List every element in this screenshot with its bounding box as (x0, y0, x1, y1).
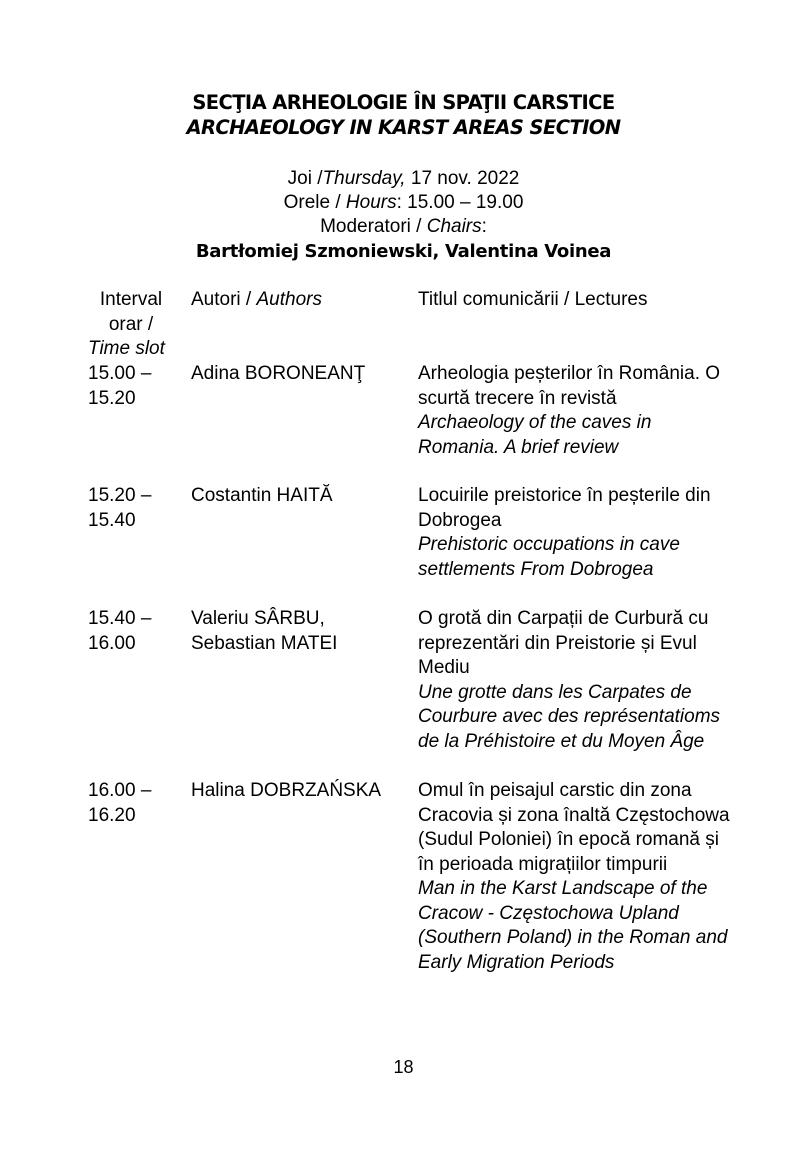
session-hours: Orele / Hours: 15.00 – 19.00 (283, 192, 524, 213)
lecture-title: Locuirile preistorice în peșterile din Dobrogea Prehistoric occupations in cave settlements From Dobrogea (418, 485, 711, 580)
lecture-title: Omul în peisajul carstic din zona Cracovia și zona înaltă Częstochowa (Sudul Poloniei) în epocă romană și în perioada migrațiilor timpurii Man in the Karst Landscape of the Cracow - Częstochowa Upland (Southern Poland) in the Roman and Early Migration Periods (418, 780, 730, 973)
lecture-title: O grotă din Carpații de Curbură cu reprezentări din Preistorie și Evul Mediu Une grotte dans les Carpates de Courbure avec des représentatioms de la Préhistoire et du Moyen Âge (418, 608, 721, 752)
column-header-authors: Autori / Authors (191, 289, 322, 310)
session-date: Joi /Thursday, 17 nov. 2022 (287, 168, 520, 189)
time-slot: 15.00 – 15.20 (88, 363, 152, 409)
session-chairs-label: Moderatori / Chairs: (320, 216, 487, 237)
time-slot: 15.40 – 16.00 (88, 608, 152, 654)
section-title-en: ARCHAEOLOGY IN KARST AREAS SECTION (186, 116, 621, 139)
authors: Adina BORONEANŢ (191, 363, 366, 384)
authors: Valeriu SÂRBU, Sebastian MATEI (191, 608, 338, 654)
session-chairs-names: Bartłomiej Szmoniewski, Valentina Voinea (195, 241, 612, 262)
column-header-time-slot: Interval orar / Time slot (88, 289, 165, 359)
page-number: 18 (393, 1057, 414, 1077)
time-slot: 15.20 – 15.40 (88, 485, 152, 531)
authors: Costantin HAITĂ (191, 485, 333, 506)
lecture-title: Arheologia peșterilor în România. O scurtă trecere în revistă Archaeology of the caves in Romania. A brief review (418, 363, 721, 458)
authors: Halina DOBRZAŃSKA (191, 780, 382, 801)
column-header-lectures: Titlul comunicării / Lectures (418, 289, 648, 310)
section-title-ro: SECŢIA ARHEOLOGIE ÎN SPAŢII CARSTICE (192, 91, 615, 114)
time-slot: 16.00 – 16.20 (88, 780, 152, 826)
